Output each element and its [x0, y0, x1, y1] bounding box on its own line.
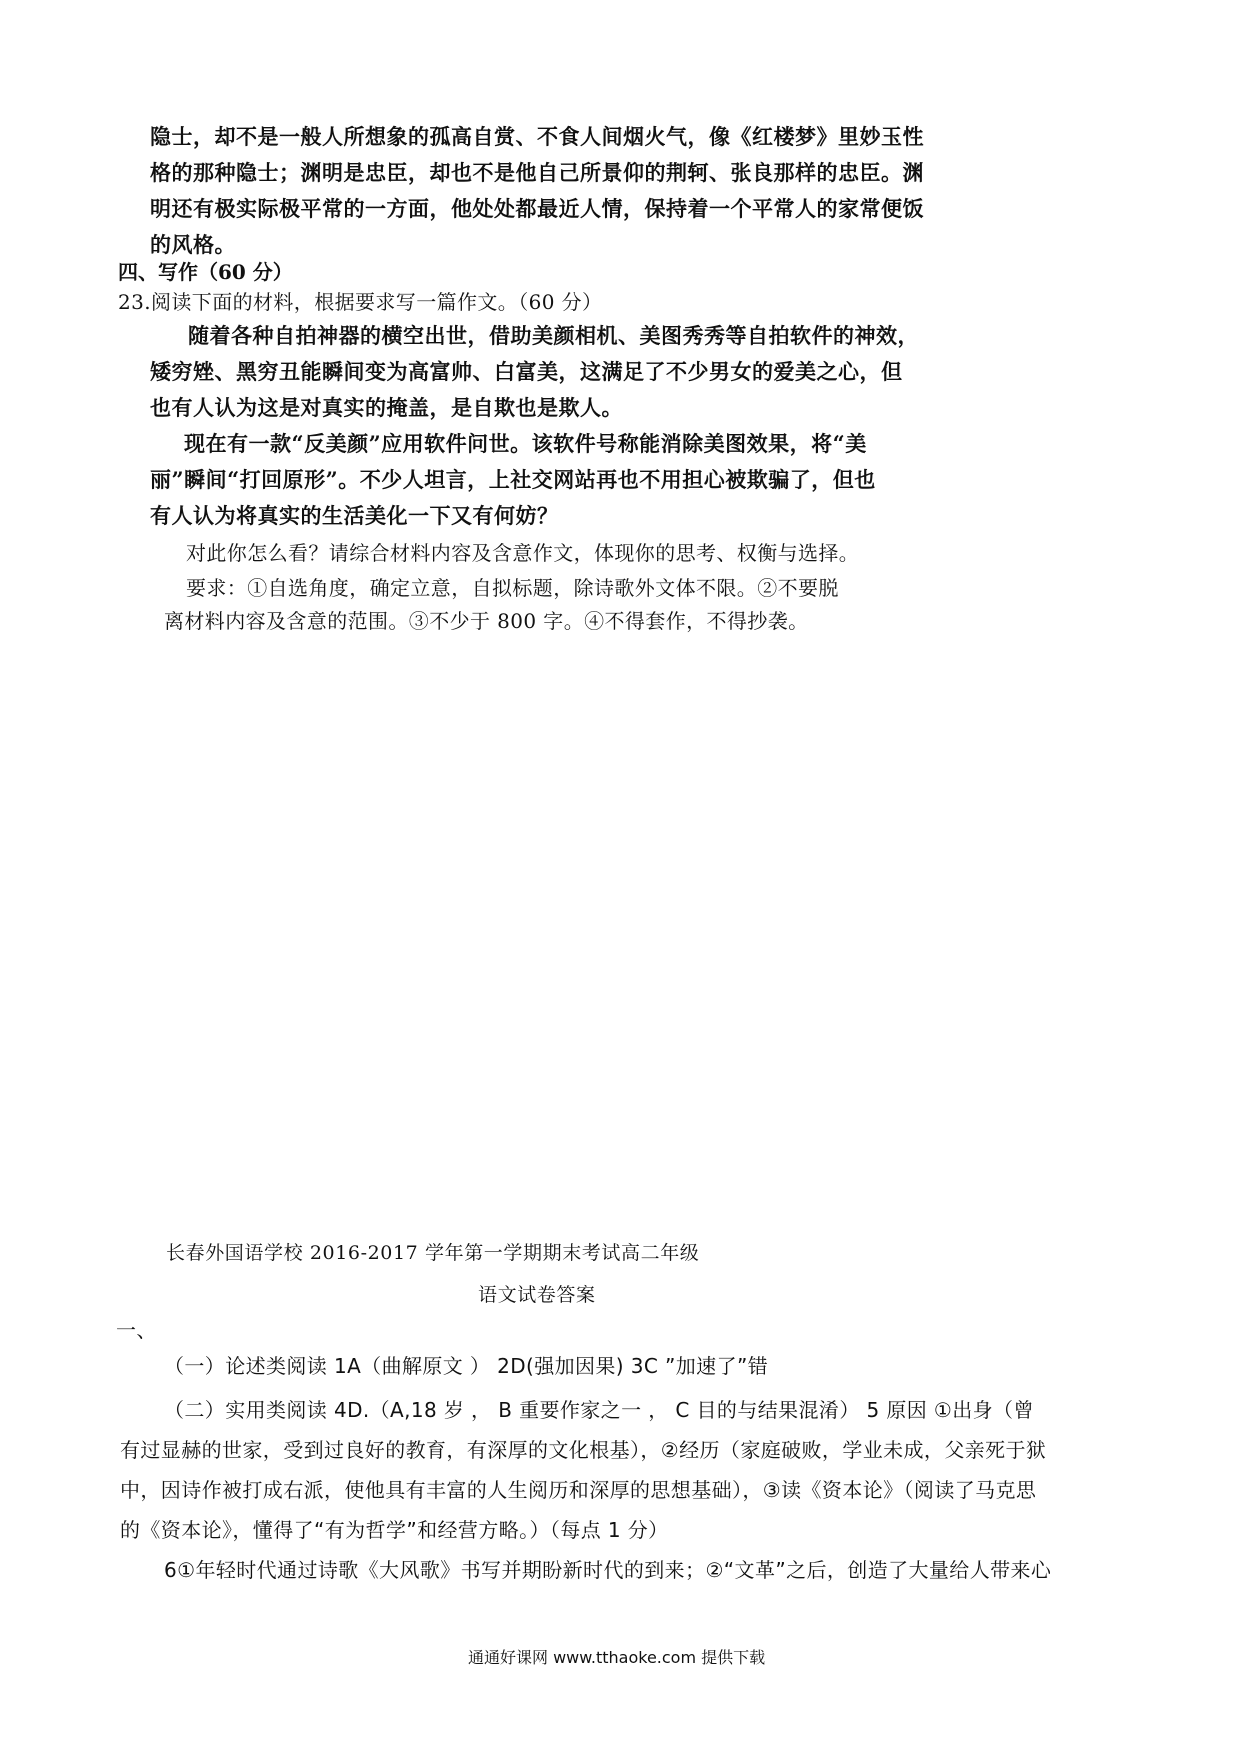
material-p1-line-3: 也有人认为这是对真实的掩盖，是自欺也是欺人。: [150, 395, 623, 420]
material-p1-line-1: 随着各种自拍神器的横空出世，借助美颜相机、美图秀秀等自拍软件的神效，: [188, 323, 919, 348]
passage-line-4: 的风格。: [150, 232, 236, 257]
answer-line-5: 的《资本论》，懂得了“有为哲学”和经营方略。）（每点 1 分）: [120, 1518, 669, 1542]
material-p2-line-2: 丽”瞬间“打回原形”。不少人坦言，上社交网站再也不用担心被欺骗了，但也: [150, 467, 876, 492]
answer-line-4: 中，因诗作被打成右派，使他具有丰富的人生阅历和深厚的思想基础），③读《资本论》（阅读了马克思: [120, 1478, 1037, 1502]
writing-section-heading: 四、写作（60 分）: [118, 260, 293, 284]
answer-key-subtitle: 语文试卷答案: [478, 1284, 596, 1306]
page-footer: 通通好课网 www.tthaoke.com 提供下载: [468, 1648, 766, 1667]
requirements-line-1: 要求：①自选角度，确定立意，自拟标题，除诗歌外文体不限。②不要脱: [186, 576, 839, 600]
section-one-label: 一、: [116, 1318, 157, 1342]
answer-line-3: 有过显赫的世家，受到过良好的教育，有深厚的文化根基），②经历（家庭破败，学业未成，父亲死于狱: [120, 1438, 1047, 1462]
passage-line-1: 隐士，却不是一般人所想象的孤高自赏、不食人间烟火气，像《红楼梦》里妙玉性: [150, 124, 924, 149]
material-p2-line-1: 现在有一款“反美颜”应用软件问世。该软件号称能消除美图效果，将“美: [184, 431, 867, 456]
answer-line-6: 6①年轻时代通过诗歌《大风歌》书写并期盼新时代的到来；②“文革”之后，创造了大量给人带来心: [164, 1558, 1052, 1582]
answer-key-title: 长春外国语学校 2016-2017 学年第一学期期末考试高二年级: [166, 1242, 700, 1264]
answer-line-2: （二）实用类阅读 4D.（A,18 岁 ， B 重要作家之一 ， C 目的与结果混淆） 5 原因 ①出身（曾: [164, 1398, 1034, 1422]
passage-line-2: 格的那种隐士；渊明是忠臣，却也不是他自己所景仰的荆轲、张良那样的忠臣。渊: [150, 160, 924, 185]
passage-line-3: 明还有极实际极平常的一方面，他处处都最近人情，保持着一个平常人的家常便饭: [150, 196, 924, 221]
material-p1-line-2: 矮穷矬、黑穷丑能瞬间变为高富帅、白富美，这满足了不少男女的爱美之心，但: [150, 359, 903, 384]
answer-line-1: （一）论述类阅读 1A（曲解原文 ） 2D(强加因果) 3C ”加速了”错: [164, 1354, 769, 1378]
requirements-line-2: 离材料内容及含意的范围。③不少于 800 字。④不得套作，不得抄袭。: [164, 609, 809, 633]
writing-prompt: 对此你怎么看？请综合材料内容及含意作文，体现你的思考、权衡与选择。: [186, 541, 860, 565]
material-p2-line-3: 有人认为将真实的生活美化一下又有何妨？: [150, 503, 559, 528]
writing-question: 23.阅读下面的材料，根据要求写一篇作文。（60 分）: [118, 290, 603, 314]
